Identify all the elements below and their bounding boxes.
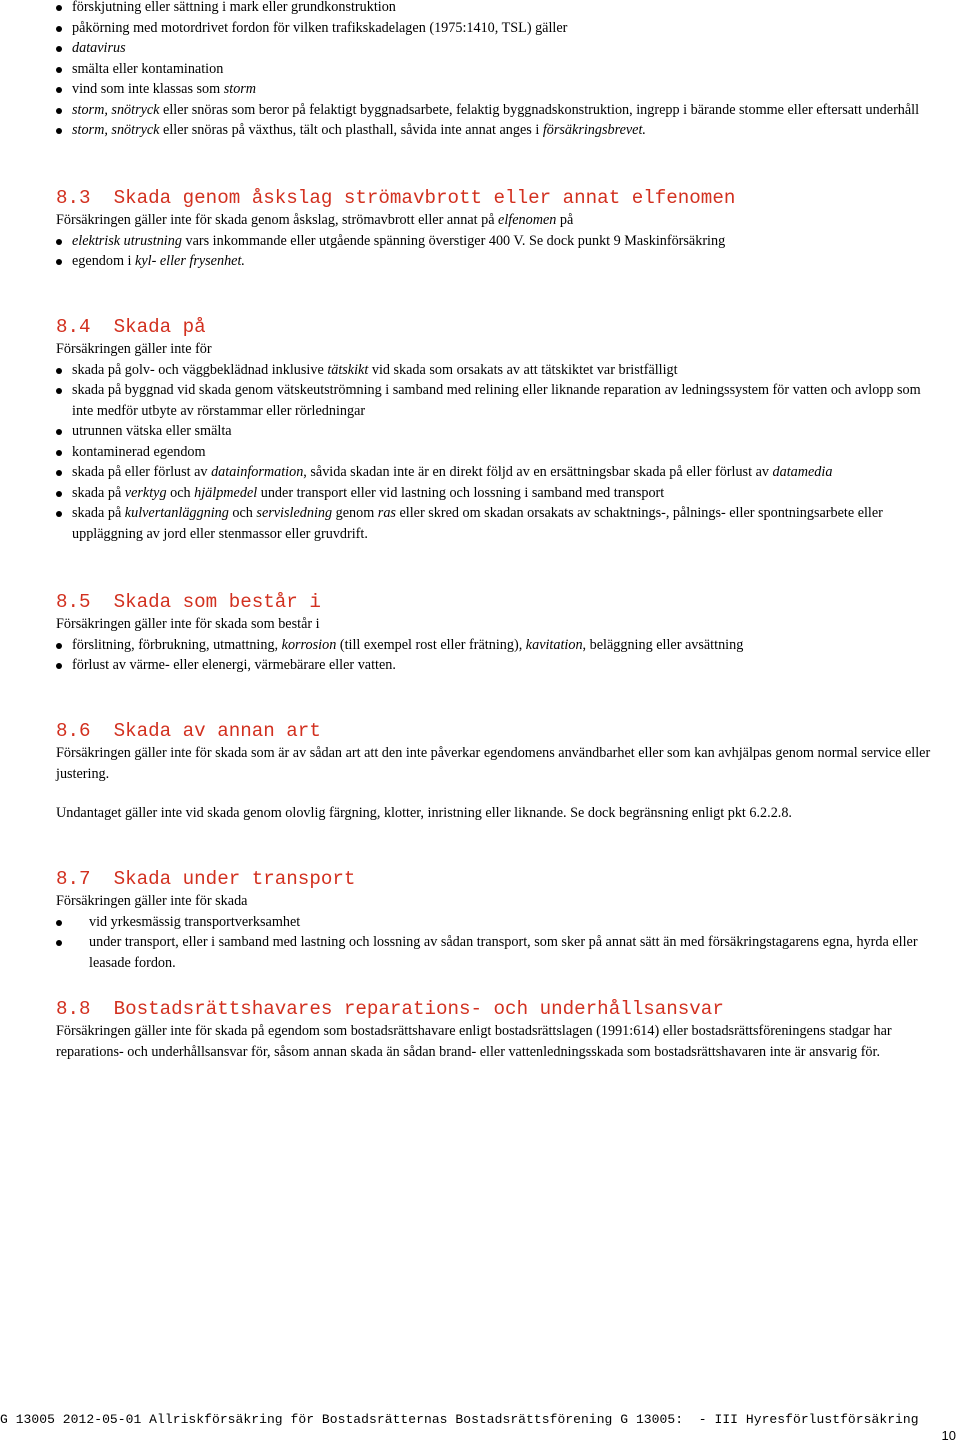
item-text: påkörning med motordrivet fordon för vilken trafikskadelagen (1975:1410, TSL) gäller xyxy=(72,19,568,36)
italic-text: hjälpmedel xyxy=(194,484,258,501)
bullet-icon xyxy=(56,491,62,497)
list-item xyxy=(56,100,936,121)
list-item xyxy=(56,380,936,421)
item-text: skada på xyxy=(72,505,125,521)
item-text: eller snöras som beror på felaktigt byggnadsarbete, felaktig byggnadskonstruktion, ingrepp i bärande stomme eller eftersatt underhåll xyxy=(159,101,920,118)
section-paragraph: Försäkringen gäller inte för skada som är av sådan art att den inte påverkar egendomens användbarhet eller som kan avhjälpas genom normal service eller justering. xyxy=(56,745,931,782)
bullet-icon xyxy=(56,5,62,11)
item-text: (till exempel rost eller frätning), xyxy=(336,636,526,653)
italic-text: storm xyxy=(223,81,257,97)
list-item xyxy=(56,635,936,656)
section-list xyxy=(56,912,936,974)
bullet-icon xyxy=(56,259,62,265)
item-text: eller snöras på växthus, tält och plasthall, såvida inte annat anges i xyxy=(159,122,543,138)
item-text: vid skada som orsakats av att tätskiktet var bristfälligt xyxy=(368,361,678,378)
list-item xyxy=(56,120,936,141)
item-text: kontaminerad egendom xyxy=(72,443,206,460)
item-text: under transport eller vid lastning och lossning i samband med transport xyxy=(257,484,665,501)
section-paragraph: Undantaget gäller inte vid skada genom olovlig färgning, klotter, inristning eller liknande. Se dock begränsning enligt pkt 6.2.2.8. xyxy=(56,805,792,821)
bullet-icon xyxy=(56,470,62,476)
section-heading: 8.7 Skada under transport xyxy=(56,868,356,890)
list-item xyxy=(56,251,936,272)
bullet-icon xyxy=(56,643,62,649)
list-item xyxy=(56,38,936,59)
italic-text: kulvertanläggning xyxy=(124,505,229,521)
bullet-icon xyxy=(56,239,62,245)
list-item xyxy=(56,483,936,504)
item-text: skada på byggnad vid skada genom vätskeutströmning i samband med relining eller liknande reparation av ledningssystem för vatten och avlopp som inte medför utbyte av rörstammar eller rörledningar xyxy=(72,382,921,419)
item-text: eller skred om skadan orsakats av schaktnings-, pålnings- eller spontningsarbete eller uppläggning av jord eller stenmassor eller gruvdrift. xyxy=(72,505,883,542)
italic-text: storm, snötryck xyxy=(72,101,160,118)
list-item xyxy=(56,462,936,483)
bullet-icon xyxy=(56,429,62,435)
item-text: skada på xyxy=(72,484,125,501)
list-item xyxy=(56,0,936,18)
item-text: och xyxy=(228,505,257,521)
italic-text: kyl- eller frysenhet. xyxy=(135,253,245,269)
bullet-icon xyxy=(56,26,62,32)
section-8-6 xyxy=(56,720,936,824)
section-list xyxy=(56,231,936,272)
item-text: vid yrkesmässig transportverksamhet xyxy=(89,913,301,930)
italic-text: elektrisk utrustning xyxy=(72,232,182,249)
item-text: utrunnen vätska eller smälta xyxy=(72,423,232,439)
item-text: förlust av värme- eller elenergi, värmebärare eller vatten. xyxy=(72,657,396,673)
bullet-icon xyxy=(56,388,62,394)
list-item xyxy=(56,442,936,463)
section-intro: Försäkringen gäller inte för skada som består i xyxy=(56,616,320,632)
section-8-7 xyxy=(56,868,936,973)
item-text: egendom i xyxy=(72,253,136,269)
list-item xyxy=(56,59,936,80)
item-text: genom xyxy=(332,505,378,521)
page-number: 10 xyxy=(941,1428,956,1443)
section-intro: Försäkringen gäller inte för skada xyxy=(56,893,248,909)
section-heading: 8.6 Skada av annan art xyxy=(56,720,321,742)
section-list xyxy=(56,360,936,545)
italic-text: datamedia xyxy=(772,464,833,480)
list-item xyxy=(56,360,936,381)
bullet-icon xyxy=(56,368,62,374)
item-text: under transport, eller i samband med lastning och lossning av sådan transport, som sker på annat sätt än med försäkringstagarens egna, hyrda eller leasade fordon. xyxy=(89,934,918,971)
item-text: vars inkommande eller utgående spänning överstiger 400 V. Se dock punkt 9 Maskinförsäkring xyxy=(181,232,726,249)
bullet-icon xyxy=(56,108,62,114)
italic-text: verktyg xyxy=(124,484,167,501)
page-footer: G 13005 2012-05-01 Allriskförsäkring för Bostadsrätternas Bostadsrättsförening G 13005: - III Hyresförlustförsäkring xyxy=(0,1412,919,1427)
section-heading: 8.4 Skada på xyxy=(56,316,206,338)
item-text: förslitning, förbrukning, utmattning, xyxy=(72,636,282,653)
item-text: skada på eller förlust av xyxy=(72,464,212,480)
item-text: skada på golv- och väggbeklädnad inklusive xyxy=(72,361,328,378)
bullet-icon xyxy=(56,940,62,946)
item-text: , såvida skadan inte är en direkt följd av en ersättningsbar skada på eller förlust av xyxy=(303,464,773,480)
italic-text: servisledning xyxy=(256,505,333,521)
list-item xyxy=(56,655,936,676)
section-paragraph: Försäkringen gäller inte för skada på egendom som bostadsrättshavare enligt bostadsrättslagen (1991:614) eller bostadsrättsföreningens stadgar har reparations- och underhållsansvar för, såsom annan skada än sådan brand- eller vattenledningsskada som bostadsrättshavaren inte är ansvarig för. xyxy=(56,1023,892,1060)
bullet-icon xyxy=(56,128,62,134)
list-item xyxy=(56,421,936,442)
item-text: smälta eller kontamination xyxy=(72,60,224,77)
section-8-8 xyxy=(56,998,936,1062)
section-list xyxy=(56,635,936,676)
italic-text: datavirus xyxy=(72,40,126,56)
exclusion-list xyxy=(56,0,936,141)
bullet-icon xyxy=(56,67,62,73)
list-item xyxy=(56,79,936,100)
item-text: vind som inte klassas som xyxy=(72,81,224,97)
section-heading: 8.3 Skada genom åskslag strömavbrott eller annat elfenomen xyxy=(56,187,736,209)
list-item xyxy=(56,503,936,544)
section-intro: Försäkringen gäller inte för xyxy=(56,341,212,357)
section-heading: 8.5 Skada som består i xyxy=(56,591,321,613)
bullet-icon xyxy=(56,46,62,52)
section-8-5 xyxy=(56,591,936,676)
top-bullet-list xyxy=(56,0,936,141)
bullet-icon xyxy=(56,87,62,93)
bullet-icon xyxy=(56,511,62,517)
italic-text: korrosion xyxy=(281,636,337,653)
bullet-icon xyxy=(56,663,62,669)
list-item xyxy=(56,18,936,39)
list-item xyxy=(56,231,936,252)
section-8-3 xyxy=(56,187,936,272)
item-text: förskjutning eller sättning i mark eller grundkonstruktion xyxy=(72,0,396,15)
italic-text: ras xyxy=(377,505,396,521)
section-heading: 8.8 Bostadsrättshavares reparations- och underhållsansvar xyxy=(56,998,724,1020)
italic-text: försäkringsbrevet. xyxy=(542,122,646,138)
item-text: , beläggning eller avsättning xyxy=(582,636,744,653)
italic-text: kavitation xyxy=(525,636,583,653)
section-intro: Försäkringen gäller inte för skada genom åskslag, strömavbrott eller annat på elfenomen på xyxy=(56,212,574,228)
section-8-4 xyxy=(56,316,936,544)
italic-text: tätskikt xyxy=(327,361,369,378)
italic-text: datainformation xyxy=(211,464,304,480)
bullet-icon xyxy=(56,450,62,456)
list-item xyxy=(56,932,936,973)
italic-text: storm, snötryck xyxy=(72,122,160,138)
item-text: och xyxy=(166,484,195,501)
list-item xyxy=(56,912,936,933)
bullet-icon xyxy=(56,920,62,926)
